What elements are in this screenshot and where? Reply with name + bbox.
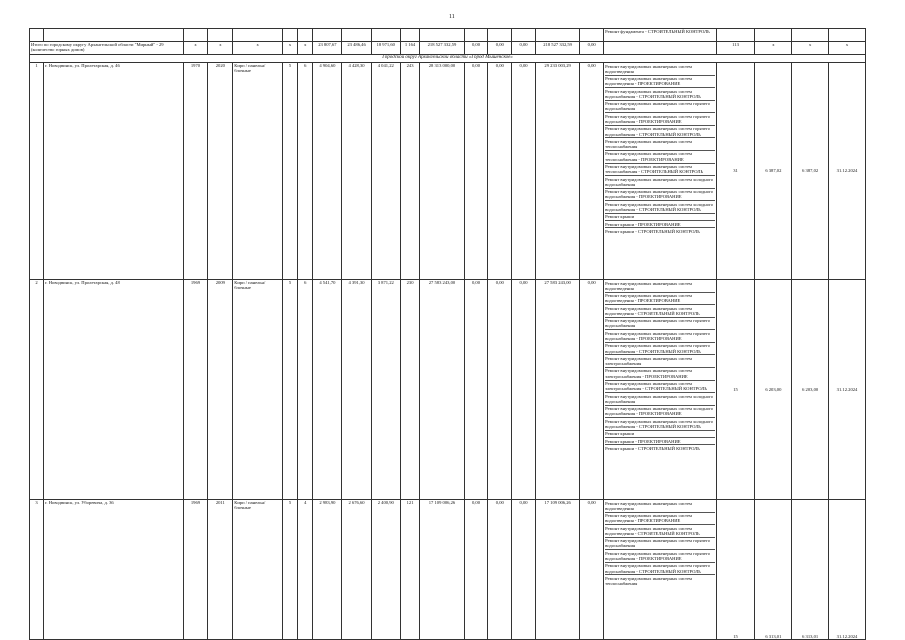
work-item: Ремонт внутридомовых инженерных систем электроснабжения [605, 355, 714, 368]
table-row: 1 г. Новодвинск, ул. Пролетарская, д. 46 1970 2020 Кирп / панельн/блочные 5 6 4 904,60 4 428,30 4 041,22 243 28 313 000,00 0,00 0,00 0,00 29 233 003,29 0,00 Ремонт внутридомовых инженерных систем водоотведения Ремонт внутридомовых инженерных систем водоотведения - ПРОЕКТИРОВАНИЕ Ремонт внутридомовых инженерных систем водоснабжения - СТРОИТЕЛЬНЫЙ КОНТРОЛЬ Ремонт внутридомовых инженерных систем горячего водоснабжения Ремонт внутридомовых инженерных систем горячего водоснабжения - ПРОЕКТИРОВАНИЕ Ремонт внутридомовых инженерных систем горячего водоснабжения - СТРОИТЕЛЬНЫЙ КОНТРОЛЬ Ремонт внутридомовых инженерных систем теплоснабжения Ремонт внутридомовых инженерных систем теплоснабжения - ПРОЕКТИРОВАНИЕ Ремонт внутридомовых инженерных систем теплоснабжения - СТРОИТЕЛЬНЫЙ КОНТРОЛЬ Ремонт внутридомовых инженерных систем холодного водоснабжения Ремонт внутридомовых инженерных систем холодного водоснабжения - ПРОЕКТИРОВАНИЕ Ремонт внутридомовых инженерных систем холодного водоснабжения - СТРОИТЕЛЬНЫЙ КОНТРОЛЬ Ремонт крыши Ремонт крыши - ПРОЕКТИРОВАНИЕ Ремонт крыши - СТРОИТЕЛЬНЫЙ КОНТРОЛЬ 31 6 387,02 6 387,02 31.12.2024 [30, 63, 866, 280]
work-item: Ремонт крыши - ПРОЕКТИРОВАНИЕ [605, 438, 714, 445]
work-item: Ремонт внутридомовых инженерных систем водоотведения - СТРОИТЕЛЬНЫЙ КОНТРОЛЬ [605, 305, 714, 318]
work-item: Ремонт внутридомовых инженерных систем горячего водоснабжения - ПРОЕКТИРОВАНИЕ [605, 550, 714, 563]
work-item: Ремонт внутридомовых инженерных систем теплоснабжения - СТРОИТЕЛЬНЫЙ КОНТРОЛЬ [605, 164, 714, 177]
work-item: Ремонт внутридомовых инженерных систем холодного водоснабжения - СТРОИТЕЛЬНЫЙ КОНТРОЛЬ [605, 201, 714, 212]
work-item: Ремонт внутридомовых инженерных систем электроснабжения - ПРОЕКТИРОВАНИЕ [605, 368, 714, 381]
work-item: Ремонт внутридомовых инженерных систем теплоснабжения [605, 138, 714, 151]
work-item: Ремонт фундамента - СТРОИТЕЛЬНЫЙ КОНТРОЛЬ [604, 29, 716, 42]
total-label: Итого по городскому округу Архангельской области "Мирный" - 29 (количество горных домов) [30, 42, 184, 55]
work-item: Ремонт внутридомовых инженерных систем водоотведения - ПРОЕКТИРОВАНИЕ [605, 293, 714, 306]
work-item: Ремонт внутридомовых инженерных систем холодного водоснабжения - ПРОЕКТИРОВАНИЕ [605, 189, 714, 200]
work-item: Ремонт внутридомовых инженерных систем горячего водоснабжения [605, 538, 714, 551]
work-item: Ремонт внутридомовых инженерных систем горячего водоснабжения [605, 318, 714, 331]
work-item: Ремонт крыши [605, 431, 714, 438]
works-list [604, 500, 716, 640]
work-item: Ремонт внутридомовых инженерных систем горячего водоснабжения - СТРОИТЕЛЬНЫЙ КОНТРОЛЬ [605, 343, 714, 356]
work-item: Ремонт крыши [605, 214, 714, 221]
work-item: Ремонт внутридомовых инженерных систем теплоснабжения - ПРОЕКТИРОВАНИЕ [605, 151, 714, 164]
region-title-row [30, 55, 866, 63]
top-carry-row [30, 29, 866, 42]
work-item: Ремонт внутридомовых инженерных систем горячего водоснабжения [605, 101, 714, 114]
page-number: 11 [449, 14, 455, 20]
work-item: Ремонт внутридомовых инженерных систем водоотведения - ПРОЕКТИРОВАНИЕ [605, 513, 714, 526]
works-list [604, 63, 716, 280]
region-title: Городской округ Архангельской области «Город Мышенское» [30, 55, 866, 63]
work-item: Ремонт внутридомовых инженерных систем водоотведения [605, 280, 714, 293]
work-item: Ремонт внутридомовых инженерных систем водоотведения [605, 500, 714, 513]
work-item: Ремонт внутридомовых инженерных систем горячего водоснабжения - ПРОЕКТИРОВАНИЕ [605, 330, 714, 343]
work-item: Ремонт крыши - СТРОИТЕЛЬНЫЙ КОНТРОЛЬ [605, 445, 700, 451]
work-item: Ремонт крыши - ПРОЕКТИРОВАНИЕ [605, 221, 714, 228]
work-item: Ремонт внутридомовых инженерных систем холодного водоснабжения [605, 176, 714, 187]
work-item: Ремонт внутридомовых инженерных систем водоснабжения - СТРОИТЕЛЬНЫЙ КОНТРОЛЬ [605, 88, 714, 101]
work-item: Ремонт внутридомовых инженерных систем электроснабжения - СТРОИТЕЛЬНЫЙ КОНТРОЛЬ [605, 381, 714, 394]
work-item: Ремонт внутридомовых инженерных систем горячего водоснабжения - ПРОЕКТИРОВАНИЕ [605, 113, 714, 126]
work-item: Ремонт внутридомовых инженерных систем холодного водоснабжения - ПРОЕКТИРОВАНИЕ [605, 406, 714, 417]
work-item: Ремонт внутридомовых инженерных систем холодного водоснабжения - СТРОИТЕЛЬНЫЙ КОНТРОЛЬ [605, 418, 714, 429]
work-item: Ремонт внутридомовых инженерных систем горячего водоснабжения - СТРОИТЕЛЬНЫЙ КОНТРОЛЬ [605, 563, 714, 576]
work-item: Ремонт внутридомовых инженерных систем водоотведения [605, 63, 714, 76]
total-row: Итого по городскому округу Архангельской области "Мирный" - 29 (количество горных домов) x x x x x 23 807,67 23 486,46 18 971,60 1 164 218 527 332,59 0,00 0,00 0,00 218 527 332,59 0,00 113 x x x [30, 42, 866, 55]
work-item: Ремонт крыши - СТРОИТЕЛЬНЫЙ КОНТРОЛЬ [605, 228, 700, 234]
works-list [604, 280, 716, 500]
work-item: Ремонт внутридомовых инженерных систем теплоснабжения [605, 575, 692, 587]
work-item: Ремонт внутридомовых инженерных систем водоотведения - ПРОЕКТИРОВАНИЕ [605, 76, 714, 89]
work-item: Ремонт внутридомовых инженерных систем горячего водоснабжения - СТРОИТЕЛЬНЫЙ КОНТРОЛЬ [605, 126, 714, 139]
table-row: 2 г. Новодвинск, ул. Пролетарская, д. 48 1969 2009 Кирп / панельн/блочные 5 6 4 541,70 4 391,30 3 871,22 230 27 583 243,00 0,00 0,00 0,00 27 583 243,00 0,00 Ремонт внутридомовых инженерных систем водоотведения Ремонт внутридомовых инженерных систем водоотведения - ПРОЕКТИРОВАНИЕ Ремонт внутридомовых инженерных систем водоотведения - СТРОИТЕЛЬНЫЙ КОНТРОЛЬ Ремонт внутридомовых инженерных систем горячего водоснабжения Ремонт внутридомовых инженерных систем горячего водоснабжения - ПРОЕКТИРОВАНИЕ Ремонт внутридомовых инженерных систем горячего водоснабжения - СТРОИТЕЛЬНЫЙ КОНТРОЛЬ Ремонт внутридомовых инженерных систем электроснабжения Ремонт внутридомовых инженерных систем электроснабжения - ПРОЕКТИРОВАНИЕ Ремонт внутридомовых инженерных систем электроснабжения - СТРОИТЕЛЬНЫЙ КОНТРОЛЬ Ремонт внутридомовых инженерных систем холодного водоснабжения Ремонт внутридомовых инженерных систем холодного водоснабжения - ПРОЕКТИРОВАНИЕ Ремонт внутридомовых инженерных систем холодного водоснабжения - СТРОИТЕЛЬНЫЙ КОНТРОЛЬ Ремонт крыши Ремонт крыши - ПРОЕКТИРОВАНИЕ Ремонт крыши - СТРОИТЕЛЬНЫЙ КОНТРОЛЬ 15 6 203,00 6 203,00 31.12.2024 [30, 280, 866, 500]
table-row: 3 г. Новодвинск, ул. Уборевича, д. 36 1969 2011 Кирп / панельн/блочные 5 4 2 983,90 2 676,60 2 400,90 121 17 109 006,26 0,00 0,00 0,00 17 109 006,26 0,00 Ремонт внутридомовых инженерных систем водоотведения Ремонт внутридомовых инженерных систем водоотведения - ПРОЕКТИРОВАНИЕ Ремонт внутридомовых инженерных систем водоотведения - СТРОИТЕЛЬНЫЙ КОНТРОЛЬ Ремонт внутридомовых инженерных систем горячего водоснабжения Ремонт внутридомовых инженерных систем горячего водоснабжения - ПРОЕКТИРОВАНИЕ Ремонт внутридомовых инженерных систем горячего водоснабжения - СТРОИТЕЛЬНЫЙ КОНТРОЛЬ Ремонт внутридомовых инженерных систем теплоснабжения 15 6 313,01 6 313,01 31.12.2024 [30, 500, 866, 640]
work-item: Ремонт внутридомовых инженерных систем водоотведения - СТРОИТЕЛЬНЫЙ КОНТРОЛЬ [605, 525, 714, 538]
register-table [29, 28, 866, 640]
work-item: Ремонт внутридомовых инженерных систем холодного водоснабжения [605, 393, 714, 404]
